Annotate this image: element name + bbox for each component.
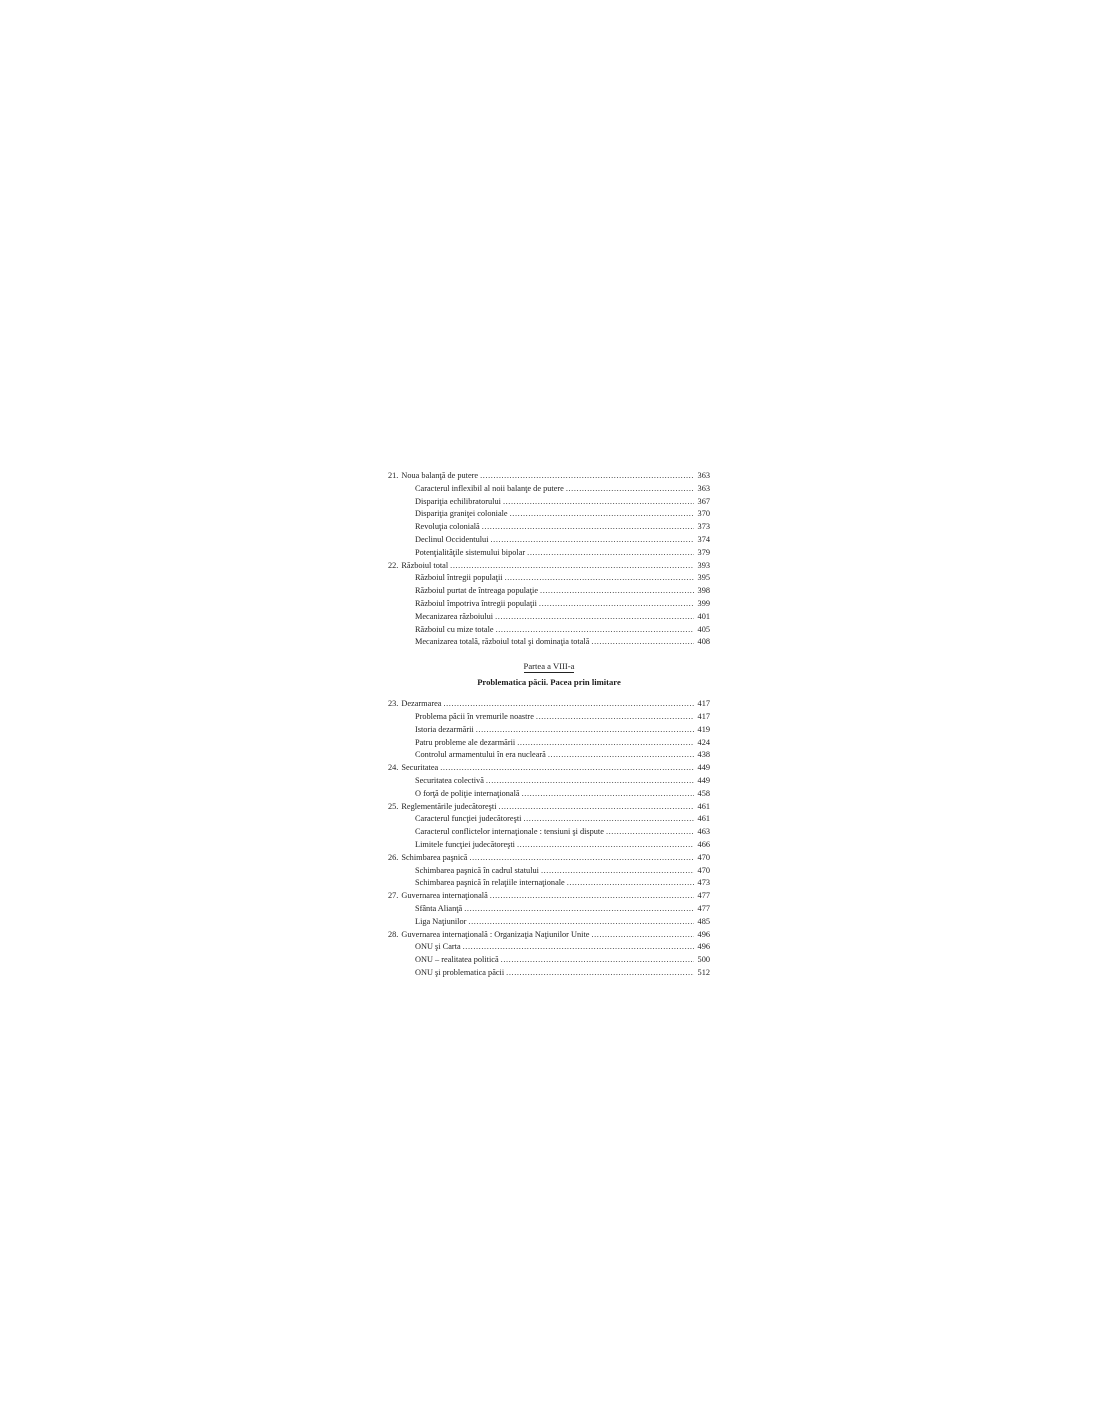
toc-page-number: 477 — [697, 891, 710, 901]
toc-page-number: 363 — [697, 471, 710, 480]
chapter-number: 28. — [388, 929, 399, 939]
toc-entry-label — [415, 865, 539, 878]
dot-leader — [440, 762, 694, 775]
toc-subentry-row — [388, 941, 710, 954]
dot-leader — [566, 483, 694, 496]
book-page — [388, 470, 710, 980]
toc-entry-label — [415, 611, 493, 624]
dot-leader — [443, 698, 694, 711]
toc-entry-label — [388, 890, 488, 903]
toc-subentry-row — [388, 496, 710, 509]
dot-leader — [567, 877, 694, 890]
toc-page-number: 449 — [697, 763, 710, 773]
toc-entry-label — [415, 711, 534, 724]
toc-entry-label — [415, 941, 461, 954]
toc-subentry-row — [388, 775, 710, 788]
toc-page-number: 370 — [697, 509, 710, 519]
toc-entry-title: Limitele funcţiei judecătoreşti — [415, 839, 515, 849]
toc-entry-title: Potenţialităţile sistemului bipolar — [415, 547, 526, 557]
toc-page-number: 461 — [697, 801, 710, 811]
toc-entry-label — [415, 775, 484, 788]
dot-leader — [503, 496, 694, 509]
chapter-number: 21. — [388, 471, 399, 480]
toc-entry-title: Securitatea — [401, 763, 439, 773]
toc-entry-label — [415, 572, 503, 585]
dot-leader — [591, 929, 694, 942]
toc-entry-label — [415, 967, 504, 980]
toc-entry-title: Caracterul funcţiei judecătoreşti — [415, 814, 522, 824]
toc-entry-title: Războiul întregii populaţii — [415, 573, 503, 583]
toc-subentry-row — [388, 711, 710, 724]
toc-entry-label — [415, 903, 462, 916]
toc-entry-title: Patru probleme ale dezarmării — [415, 737, 516, 747]
toc-page-number: 395 — [697, 573, 710, 583]
toc-subentry-row — [388, 572, 710, 585]
dot-leader — [522, 788, 694, 801]
dot-leader — [591, 636, 694, 649]
dot-leader — [527, 547, 694, 560]
toc-subentry-row — [388, 624, 710, 637]
part-header — [388, 661, 710, 673]
toc-entry-label — [415, 483, 564, 496]
toc-section-bottom — [388, 698, 710, 980]
toc-subentry-row — [388, 521, 710, 534]
toc-entry-label — [415, 813, 521, 826]
toc-entry-label — [388, 762, 438, 775]
toc-subentry-row — [388, 954, 710, 967]
toc-subentry-row — [388, 598, 710, 611]
toc-entry-label — [415, 585, 538, 598]
toc-page-number: 374 — [697, 534, 710, 544]
toc-entry-title: Istoria dezarmării — [415, 724, 474, 734]
toc-entry-label — [415, 534, 489, 547]
dot-leader — [450, 560, 694, 573]
toc-entry-label — [415, 788, 520, 801]
toc-page-number: 419 — [697, 724, 710, 734]
toc-entry-title: Reglementările judecătoreşti — [401, 801, 497, 811]
toc-page-number: 367 — [697, 496, 710, 506]
dot-leader — [539, 598, 694, 611]
toc-page-number: 379 — [697, 547, 710, 557]
toc-entry-title: ONU – realitatea politică — [415, 955, 499, 965]
toc-page-number: 477 — [697, 903, 710, 913]
part-title: Partea a VIII-a — [523, 661, 575, 672]
toc-page-number: 393 — [697, 560, 710, 570]
toc-entry-label — [415, 496, 501, 509]
toc-entry-title: ONU şi problematica păcii — [415, 967, 505, 977]
toc-entry-title: Mecanizarea totală, războiul total şi dominaţia totală — [415, 637, 590, 647]
dot-leader — [463, 941, 694, 954]
dot-leader — [501, 954, 694, 967]
dot-leader — [476, 724, 694, 737]
chapter-number: 24. — [388, 763, 399, 773]
toc-entry-title: Revoluţia colonială — [415, 522, 480, 532]
toc-page-number: 458 — [697, 788, 710, 798]
toc-entry-label — [415, 749, 546, 762]
dot-leader — [496, 624, 694, 637]
toc-entry-title: Dispariţia echilibratorului — [415, 496, 501, 506]
toc-entry-title: Sfânta Alianţă — [415, 903, 463, 913]
chapter-number: 26. — [388, 852, 399, 862]
toc-entry-title: ONU şi Carta — [415, 942, 461, 952]
dot-leader — [548, 749, 694, 762]
toc-subentry-row — [388, 877, 710, 890]
toc-entry-title: Declinul Occidentului — [415, 534, 489, 544]
toc-entry-label — [415, 737, 515, 750]
toc-entry-label — [415, 724, 474, 737]
toc-entry-label — [388, 698, 441, 711]
toc-entry-title: Caracterul conflictelor internaţionale : tensiuni şi dispute — [415, 827, 604, 837]
toc-entry-label — [388, 470, 478, 483]
toc-chapter-row — [388, 560, 710, 573]
toc-entry-title: Liga Naţiunilor — [415, 916, 467, 926]
dot-leader — [541, 865, 694, 878]
toc-entry-label — [415, 826, 604, 839]
toc-subentry-row — [388, 636, 710, 649]
toc-chapter-row — [388, 698, 710, 711]
toc-subentry-row — [388, 547, 710, 560]
toc-chapter-row — [388, 890, 710, 903]
toc-subentry-row — [388, 483, 710, 496]
toc-page-number: 401 — [697, 611, 710, 621]
toc-entry-title: Schimbarea paşnică în cadrul statului — [415, 865, 539, 875]
dot-leader — [490, 890, 694, 903]
toc-entry-label — [415, 508, 508, 521]
toc-subentry-row — [388, 749, 710, 762]
chapter-number: 27. — [388, 891, 399, 901]
dot-leader — [464, 903, 694, 916]
dot-leader — [468, 916, 694, 929]
toc-page-number: 399 — [697, 598, 710, 608]
toc-entry-title: Caracterul inflexibil al noii balanţe de putere — [415, 483, 564, 493]
toc-subentry-row — [388, 826, 710, 839]
toc-page-number: 408 — [697, 637, 710, 647]
toc-page-number: 398 — [697, 586, 710, 596]
toc-subentry-row — [388, 839, 710, 852]
toc-entry-label — [415, 547, 525, 560]
toc-entry-title: Schimbarea paşnică — [401, 852, 468, 862]
toc-entry-title: Schimbarea paşnică în relaţiile internaţionale — [415, 878, 565, 888]
toc-page-number: 512 — [697, 967, 710, 977]
toc-entry-label — [415, 636, 589, 649]
toc-subentry-row — [388, 585, 710, 598]
toc-subentry-row — [388, 903, 710, 916]
toc-subentry-row — [388, 508, 710, 521]
toc-entry-label — [415, 624, 494, 637]
toc-entry-title: Războiul împotriva întregii populaţii — [415, 598, 537, 608]
toc-page-number: 470 — [697, 852, 710, 862]
toc-entry-label — [415, 877, 565, 890]
toc-subentry-row — [388, 737, 710, 750]
toc-section-top — [388, 470, 710, 649]
toc-entry-label — [388, 560, 448, 573]
toc-page-number: 470 — [697, 865, 710, 875]
toc-entry-title: Guvernarea internaţională : Organizaţia Naţiunilor Unite — [401, 929, 590, 939]
toc-page-number: 500 — [697, 955, 710, 965]
toc-subentry-row — [388, 865, 710, 878]
toc-page-number: 424 — [697, 737, 710, 747]
dot-leader — [506, 967, 694, 980]
toc-subentry-row — [388, 813, 710, 826]
toc-entry-title: Securitatea colectivă — [415, 775, 484, 785]
dot-leader — [482, 521, 694, 534]
toc-entry-title: Războiul purtat de întreaga populaţie — [415, 586, 539, 596]
toc-entry-label — [388, 852, 468, 865]
toc-page-number: 496 — [697, 929, 710, 939]
toc-entry-label — [415, 839, 515, 852]
toc-entry-title: O forţă de poliţie internaţională — [415, 788, 520, 798]
toc-subentry-row — [388, 534, 710, 547]
part-subtitle: Problematica păcii. Pacea prin limitare — [477, 677, 621, 688]
toc-page-number: 463 — [697, 827, 710, 837]
toc-entry-label — [415, 521, 480, 534]
toc-entry-label — [388, 929, 589, 942]
dot-leader — [606, 826, 694, 839]
toc-page-number: 496 — [697, 942, 710, 952]
toc-subentry-row — [388, 788, 710, 801]
toc-chapter-row — [388, 852, 710, 865]
toc-entry-title: Mecanizarea războiului — [415, 611, 494, 621]
dot-leader — [491, 534, 695, 547]
chapter-number: 25. — [388, 801, 399, 811]
toc-entry-title: Războiul total — [401, 560, 449, 570]
toc-entry-title: Dezarmarea — [401, 699, 442, 709]
toc-subentry-row — [388, 967, 710, 980]
toc-entry-title: Controlul armamentului în era nucleară — [415, 750, 546, 760]
toc-entry-label — [415, 916, 466, 929]
toc-page-number: 438 — [697, 750, 710, 760]
toc-entry-title: Problema păcii în vremurile noastre — [415, 711, 534, 721]
toc-entry-title: Războiul cu mize totale — [415, 624, 494, 634]
dot-leader — [499, 801, 694, 814]
toc-entry-label — [415, 954, 499, 967]
toc-entry-title: Noua balanţă de putere — [401, 471, 479, 480]
dot-leader — [505, 572, 694, 585]
dot-leader — [540, 585, 694, 598]
chapter-number: 22. — [388, 560, 399, 570]
toc-subentry-row — [388, 724, 710, 737]
toc-entry-label — [415, 598, 537, 611]
toc-page-number: 417 — [697, 699, 710, 709]
dot-leader — [523, 813, 694, 826]
dot-leader — [486, 775, 694, 788]
dot-leader — [517, 839, 694, 852]
toc-subentry-row — [388, 611, 710, 624]
dot-leader — [480, 470, 694, 483]
toc-chapter-row — [388, 470, 710, 483]
toc-entry-title: Guvernarea internaţională — [401, 891, 488, 901]
toc-page-number: 417 — [697, 711, 710, 721]
toc-page-number: 363 — [697, 483, 710, 493]
toc-page-number: 461 — [697, 814, 710, 824]
dot-leader — [510, 508, 694, 521]
dot-leader — [495, 611, 694, 624]
toc-page-number: 373 — [697, 522, 710, 532]
toc-chapter-row — [388, 929, 710, 942]
dot-leader — [536, 711, 694, 724]
toc-chapter-row — [388, 801, 710, 814]
toc-page-number: 485 — [697, 916, 710, 926]
toc-page-number: 449 — [697, 775, 710, 785]
toc-page-number: 405 — [697, 624, 710, 634]
toc-page-number: 473 — [697, 878, 710, 888]
dot-leader — [470, 852, 695, 865]
toc-entry-label — [388, 801, 497, 814]
toc-chapter-row — [388, 762, 710, 775]
toc-entry-title: Dispariţia graniţei coloniale — [415, 509, 508, 519]
toc-subentry-row — [388, 916, 710, 929]
chapter-number: 23. — [388, 699, 399, 709]
toc-page-number: 466 — [697, 839, 710, 849]
dot-leader — [517, 737, 694, 750]
